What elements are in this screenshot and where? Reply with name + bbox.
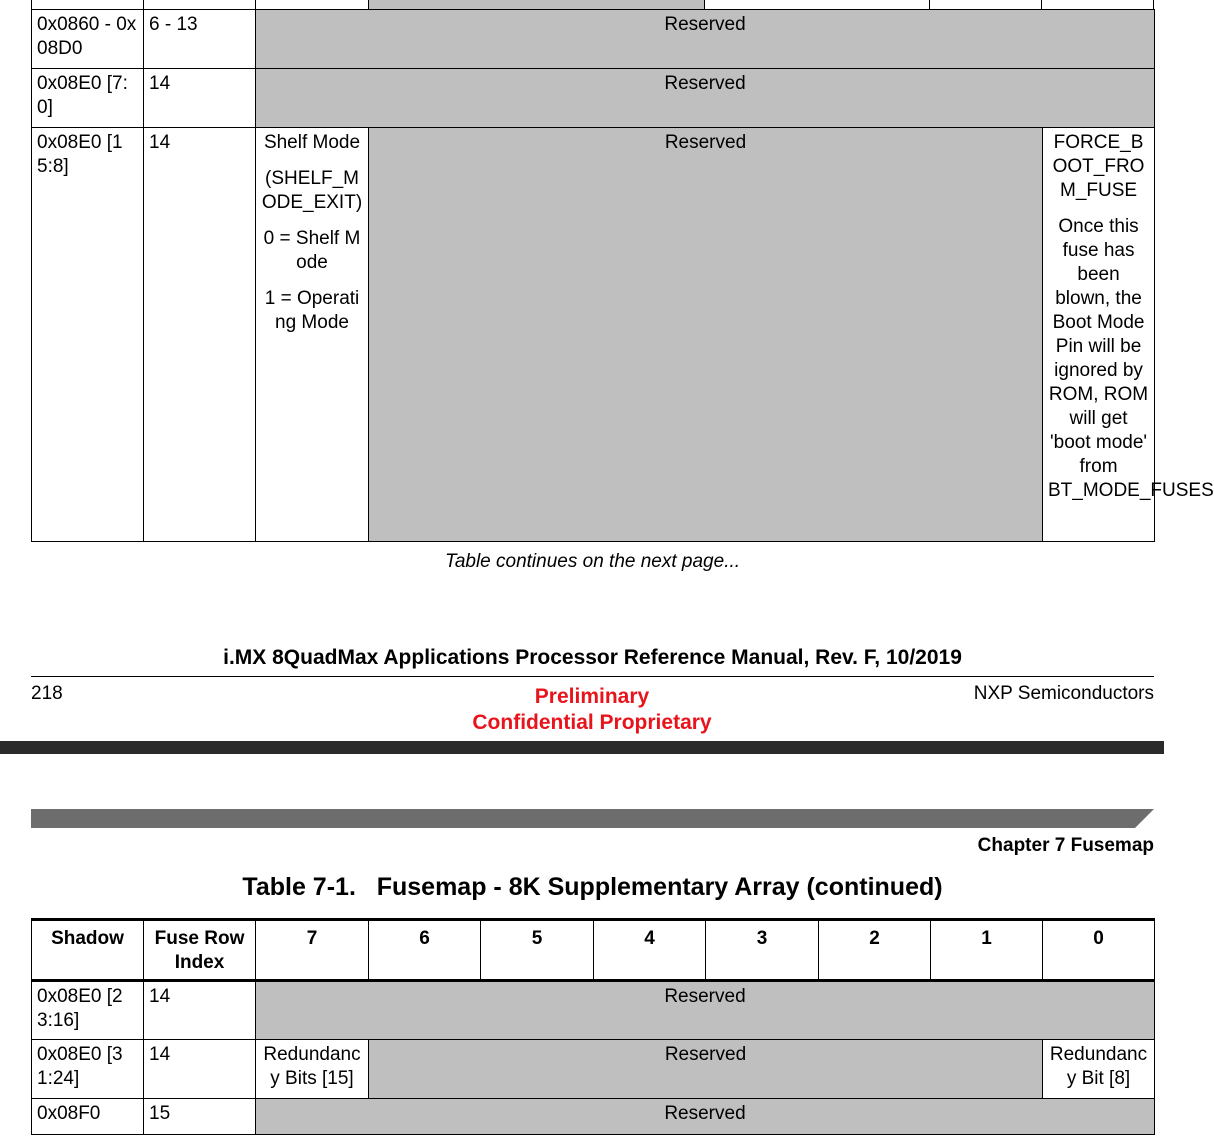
table-row — [32, 69, 1155, 128]
table-row — [32, 1040, 1155, 1099]
force-boot-fuse-name: FORCE_BOOT_FROM_FUSE — [1052, 132, 1145, 201]
company-name: NXP Semiconductors — [973, 683, 1154, 704]
redundancy-bits-15-cell: Redundancy Bits [15] — [256, 1040, 369, 1099]
header-bit-5: 5 — [481, 920, 594, 981]
reserved-cell: Reserved — [369, 1040, 1043, 1099]
shadow-cell: 0x08E0 [15:8] — [32, 128, 144, 542]
fuse-row-index-cell: 14 — [144, 981, 256, 1040]
table-row — [32, 981, 1155, 1040]
shelf-mode-cell — [256, 128, 369, 542]
shadow-cell: 0x08F0 — [32, 1099, 144, 1135]
header-bit-4: 4 — [594, 920, 706, 981]
confidential-label: Confidential Proprietary — [472, 711, 712, 734]
shadow-cell: 0x08E0 [7:0] — [32, 69, 144, 128]
chapter-title: Chapter 7 Fusemap — [977, 835, 1154, 856]
table-continues-note: Table continues on the next page... — [444, 551, 741, 572]
header-bit-6: 6 — [369, 920, 481, 981]
preliminary-label: Preliminary — [534, 685, 650, 708]
force-boot-description: Once this fuse has been blown, the Boot Mode Pin will be ignored by ROM, ROM will get 'boot mode' from BT_MODE_FUSES — [1048, 216, 1214, 501]
manual-title: i.MX 8QuadMax Applications Processor Reference Manual, Rev. F, 10/2019 — [223, 646, 962, 669]
fusemap-table-bottom — [31, 918, 1155, 1135]
shadow-cell: 0x0860 - 0x08D0 — [32, 10, 144, 69]
chapter-header-bar — [31, 809, 1154, 828]
shadow-cell: 0x08E0 [31:24] — [32, 1040, 144, 1099]
redundancy-bit-8-cell: Redundancy Bit [8] — [1043, 1040, 1155, 1099]
fuse-row-index-cell: 14 — [144, 69, 256, 128]
fuse-row-index-cell: 15 — [144, 1099, 256, 1135]
page-break-bar — [0, 741, 1164, 754]
header-shadow: Shadow — [32, 920, 144, 981]
reserved-cell: Reserved — [369, 128, 1043, 542]
force-boot-from-fuse-cell — [1043, 128, 1214, 542]
footer-rule — [31, 676, 1154, 677]
header-bit-1: 1 — [931, 920, 1043, 981]
header-bit-2: 2 — [819, 920, 931, 981]
shelf-mode-value-1: 1 = Operating Mode — [264, 288, 360, 333]
reserved-cell: Reserved — [256, 1099, 1155, 1135]
fuse-row-index-cell: 14 — [144, 1040, 256, 1099]
header-row — [32, 920, 1155, 981]
header-bit-7: 7 — [256, 920, 369, 981]
table-title: Table 7-1. Fusemap - 8K Supplementary Array (continued) — [242, 873, 943, 901]
shelf-mode-fuse-name: (SHELF_MODE_EXIT) — [261, 168, 363, 213]
shelf-mode-value-0: 0 = Shelf Mode — [263, 228, 361, 273]
prev-row-sliver — [31, 0, 1154, 9]
table-row — [32, 10, 1155, 69]
reserved-cell: Reserved — [256, 10, 1155, 69]
header-fuse-row-index: Fuse Row Index — [144, 920, 256, 981]
table-row — [32, 128, 1155, 542]
shadow-cell: 0x08E0 [23:16] — [32, 981, 144, 1040]
fusemap-table-top — [31, 9, 1214, 542]
header-bit-0: 0 — [1043, 920, 1155, 981]
table-row — [32, 1099, 1155, 1135]
fuse-row-index-cell: 6 - 13 — [144, 10, 256, 69]
reserved-cell: Reserved — [256, 981, 1155, 1040]
page-number: 218 — [31, 683, 63, 704]
header-bit-3: 3 — [706, 920, 819, 981]
fuse-row-index-cell: 14 — [144, 128, 256, 542]
reserved-cell: Reserved — [256, 69, 1155, 128]
shelf-mode-title: Shelf Mode — [263, 132, 361, 153]
